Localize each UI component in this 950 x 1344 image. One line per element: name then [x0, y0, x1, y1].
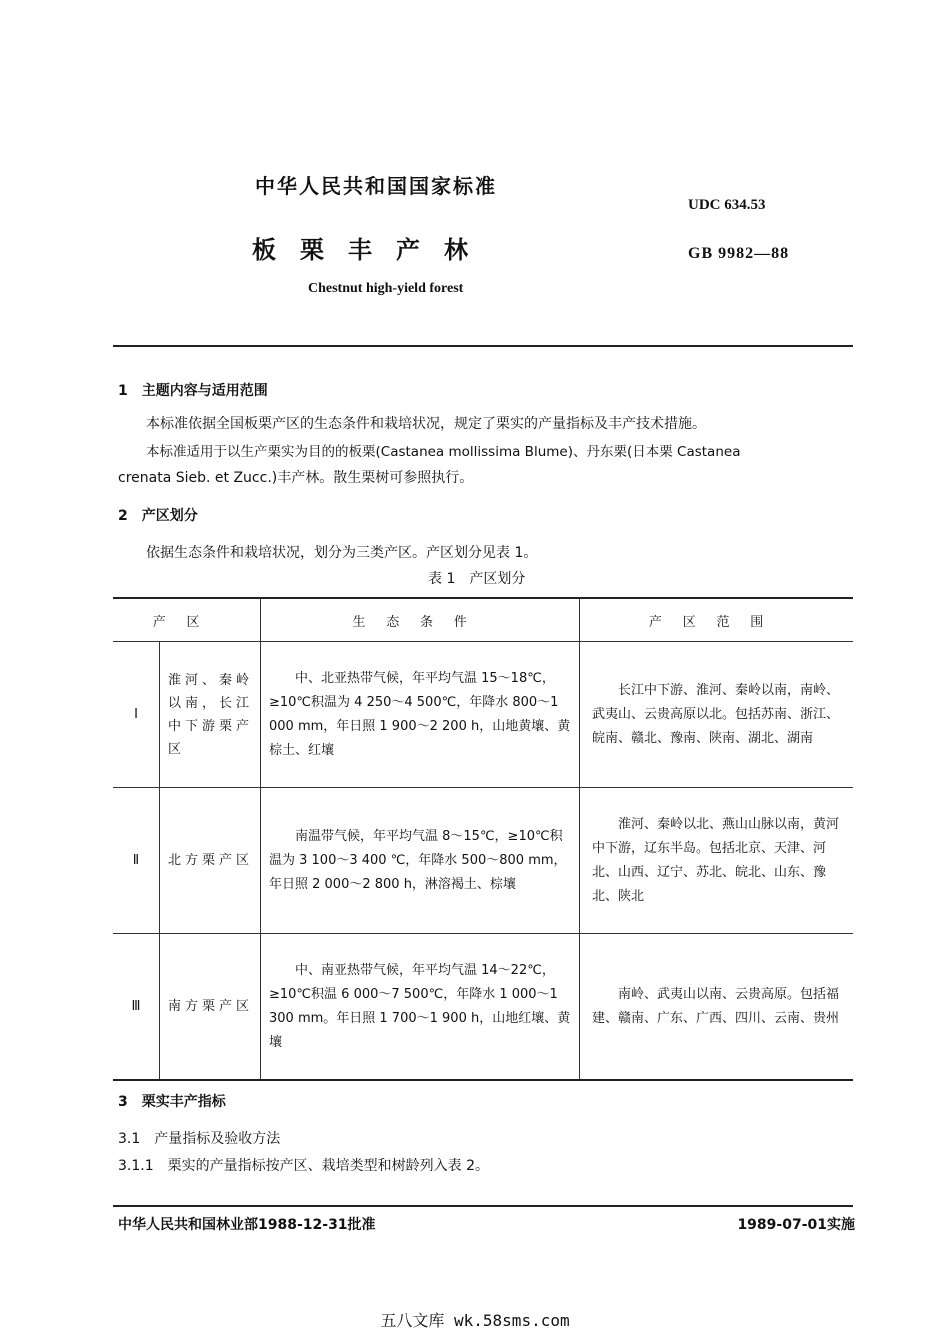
table-row	[113, 642, 853, 788]
region-range: 长江中下游、淮河、秦岭以南，南岭、武夷山、云贵高原以北。包括苏南、浙江、皖南、赣北、豫南、陕南、湖北、湖南	[580, 642, 854, 788]
row-number: Ⅱ	[113, 788, 160, 934]
watermark: 五八文库 wk.58sms.com	[380, 1311, 570, 1330]
org-title: 中华人民共和国国家标准	[255, 174, 497, 198]
region-name: 淮河、秦岭以南，长江中下游栗产区	[160, 642, 261, 788]
region-conditions: 中、北亚热带气候，年平均气温 15～18℃，≥10℃积温为 4 250～4 500℃，年降水 800～1 000 mm，年日照 1 900～2 200 h，山地黄壤、黄棕土、红壤	[261, 642, 580, 788]
header-conditions: 生态条件	[261, 598, 580, 642]
region-range: 南岭、武夷山以南、云贵高原。包括福建、赣南、广东、广西、四川、云南、贵州	[580, 934, 854, 1081]
header-range: 产区范围	[580, 598, 854, 642]
effective-date: 1989-07-01实施	[737, 1217, 855, 1233]
section1-heading: 1 主题内容与适用范围	[118, 383, 268, 399]
header-rule	[113, 345, 853, 347]
approval-date: 中华人民共和国林业部1988-12-31批准	[118, 1217, 376, 1233]
region-range: 淮河、秦岭以北、燕山山脉以南，黄河中下游，辽东半岛。包括北京、天津、河北、山西、辽宁、苏北、皖北、山东、豫北、陕北	[580, 788, 854, 934]
gb-number: GB 9982—88	[688, 245, 790, 262]
section1-paragraph2: 本标准适用于以生产栗实为目的的板栗(Castanea mollissima Blume)、丹东栗(日本栗 Castanea	[146, 444, 741, 460]
section3-1-1-text: 3.1.1 栗实的产量指标按产区、栽培类型和树龄列入表 2。	[118, 1158, 489, 1174]
region-conditions: 南温带气候，年平均气温 8～15℃，≥10℃积温为 3 100～3 400 ℃，年降水 500～800 mm，年日照 2 000～2 800 h，淋溶褐土、棕壤	[261, 788, 580, 934]
row-number: Ⅲ	[113, 934, 160, 1081]
section2-paragraph: 依据生态条件和栽培状况，划分为三类产区。产区划分见表 1。	[146, 545, 538, 561]
row-number: Ⅰ	[113, 642, 160, 788]
english-title: Chestnut high-yield forest	[308, 281, 464, 296]
section3-1-heading: 3.1 产量指标及验收方法	[118, 1131, 281, 1147]
section3-heading: 3 栗实丰产指标	[118, 1094, 226, 1110]
region-conditions: 中、南亚热带气候，年平均气温 14～22℃，≥10℃积温 6 000～7 500℃，年降水 1 000～1 300 mm。年日照 1 700～1 900 h，山地红壤、黄壤	[261, 934, 580, 1081]
section1-paragraph1: 本标准依据全国板栗产区的生态条件和栽培状况，规定了栗实的产量指标及丰产技术措施。	[146, 416, 706, 432]
doc-title: 板 栗 丰 产 林	[252, 236, 468, 264]
region-table	[113, 597, 853, 1081]
region-name: 北方栗产区	[160, 788, 261, 934]
table-row	[113, 788, 853, 934]
header-region: 产区	[113, 598, 261, 642]
section2-heading: 2 产区划分	[118, 508, 198, 524]
table-caption: 表 1 产区划分	[428, 571, 526, 587]
footer-rule	[113, 1205, 853, 1207]
udc-code: UDC 634.53	[688, 197, 766, 213]
table-row	[113, 934, 853, 1081]
region-name: 南方栗产区	[160, 934, 261, 1081]
section1-paragraph2-cont: crenata Sieb. et Zucc.)丰产林。散生栗树可参照执行。	[118, 470, 474, 486]
table-header-row	[113, 598, 853, 642]
